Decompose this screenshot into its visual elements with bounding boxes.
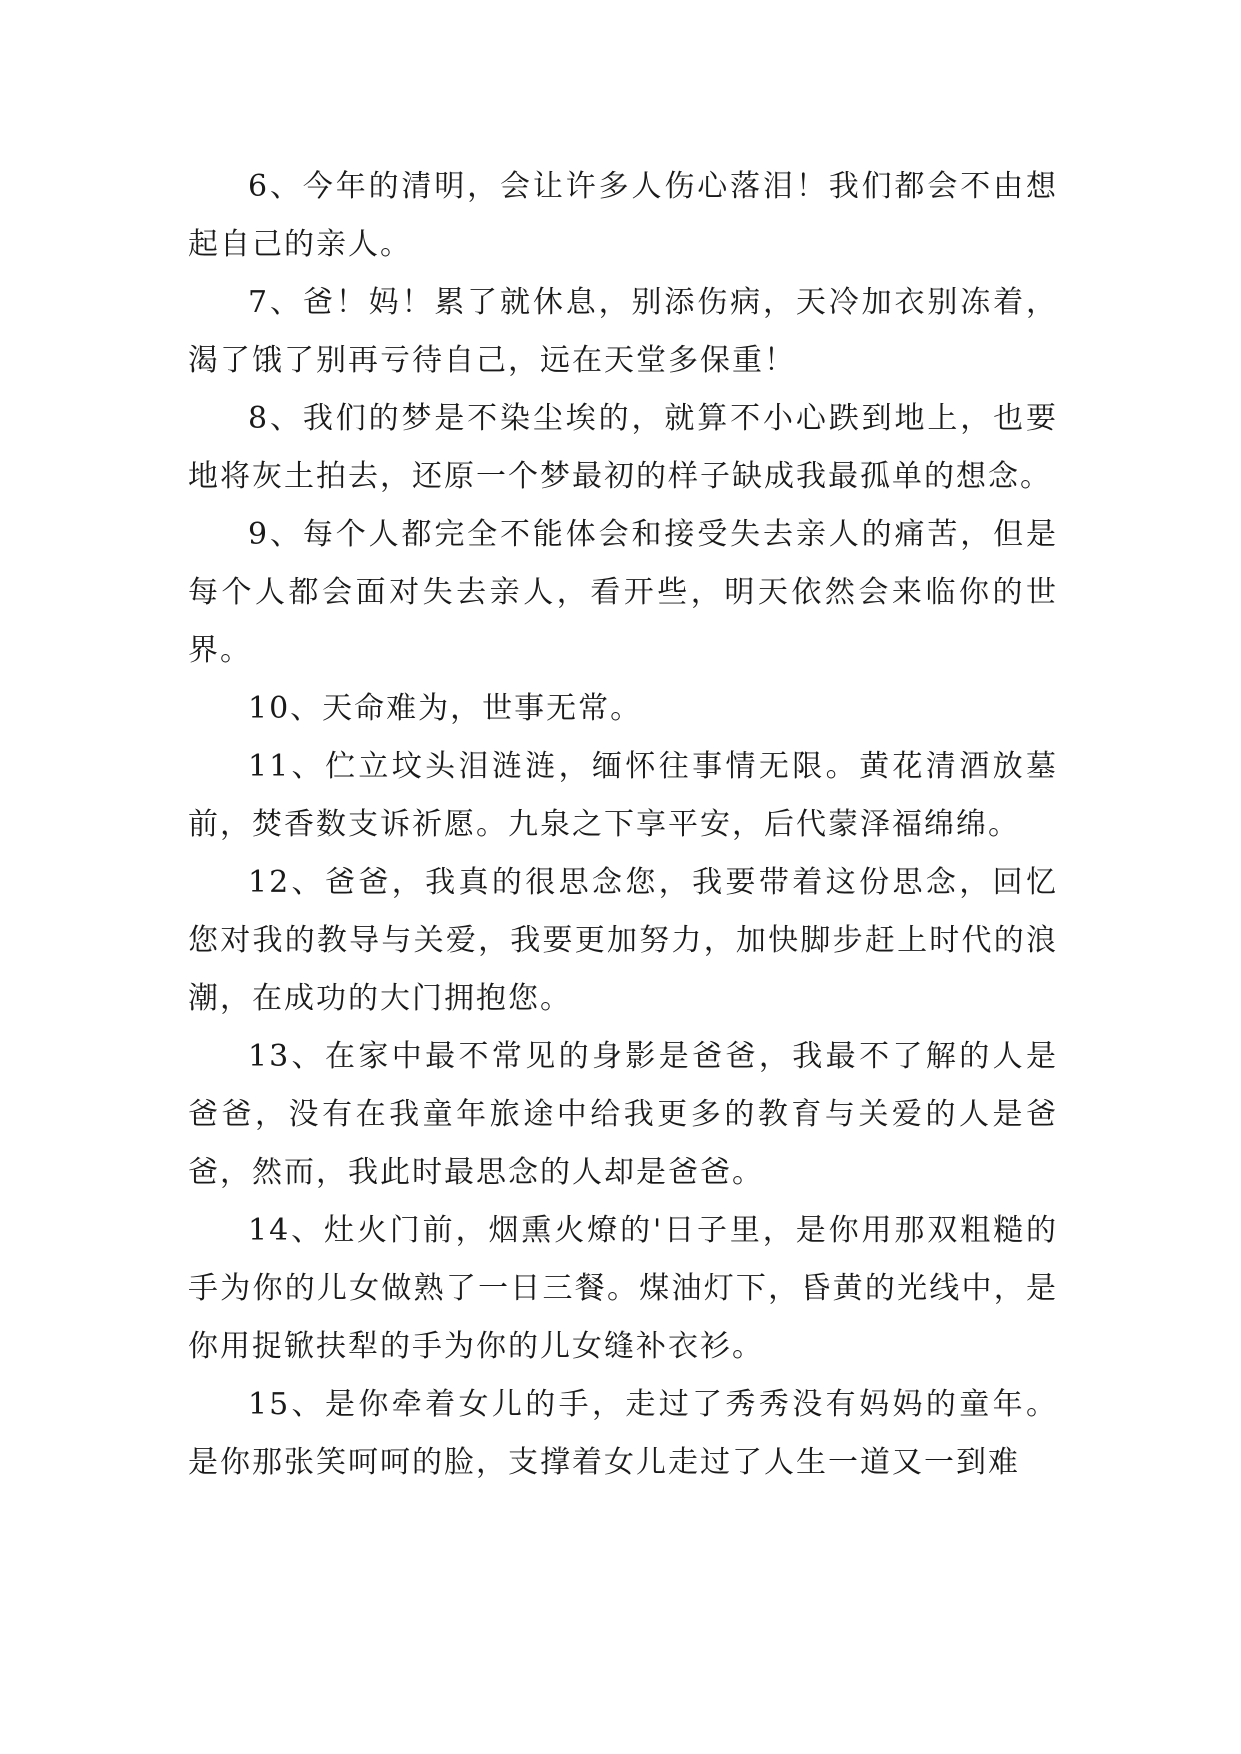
paragraph-14: 14、灶火门前，烟熏火燎的'日子里，是你用那双粗糙的手为你的儿女做熟了一日三餐。煤油灯下，昏黄的光线中，是你用捉锨扶犁的手为你的儿女缝补衣衫。 [188, 1213, 1058, 1364]
paragraph-6: 6、今年的清明，会让许多人伤心落泪！我们都会不由想起自己的亲人。 [188, 169, 1058, 262]
paragraph-12: 12、爸爸，我真的很思念您，我要带着这份思念，回忆您对我的教导与关爱，我要更加努力，加快脚步赶上时代的浪潮，在成功的大门拥抱您。 [188, 865, 1058, 1016]
paragraph-11: 11、伫立坟头泪涟涟，缅怀往事情无限。黄花清酒放墓前，焚香数支诉祈愿。九泉之下享平安，后代蒙泽福绵绵。 [188, 749, 1058, 842]
paragraph-10: 10、天命难为，世事无常。 [248, 691, 643, 726]
paragraph-9: 9、每个人都完全不能体会和接受失去亲人的痛苦，但是每个人都会面对失去亲人，看开些，明天依然会来临你的世界。 [188, 517, 1058, 668]
document-body [188, 158, 1058, 1492]
paragraph-13: 13、在家中最不常见的身影是爸爸，我最不了解的人是爸爸，没有在我童年旅途中给我更多的教育与关爱的人是爸爸，然而，我此时最思念的人却是爸爸。 [188, 1039, 1058, 1190]
paragraph-7: 7、爸！妈！累了就休息，别添伤病，天冷加衣别冻着，渴了饿了别再亏待自己，远在天堂多保重！ [188, 285, 1058, 378]
paragraph-8: 8、我们的梦是不染尘埃的，就算不小心跌到地上，也要地将灰土拍去，还原一个梦最初的样子缺成我最孤单的想念。 [188, 401, 1058, 494]
paragraph-15: 15、是你牵着女儿的手，走过了秀秀没有妈妈的童年。是你那张笑呵呵的脸，支撑着女儿走过了人生一道又一到难 [188, 1387, 1058, 1480]
